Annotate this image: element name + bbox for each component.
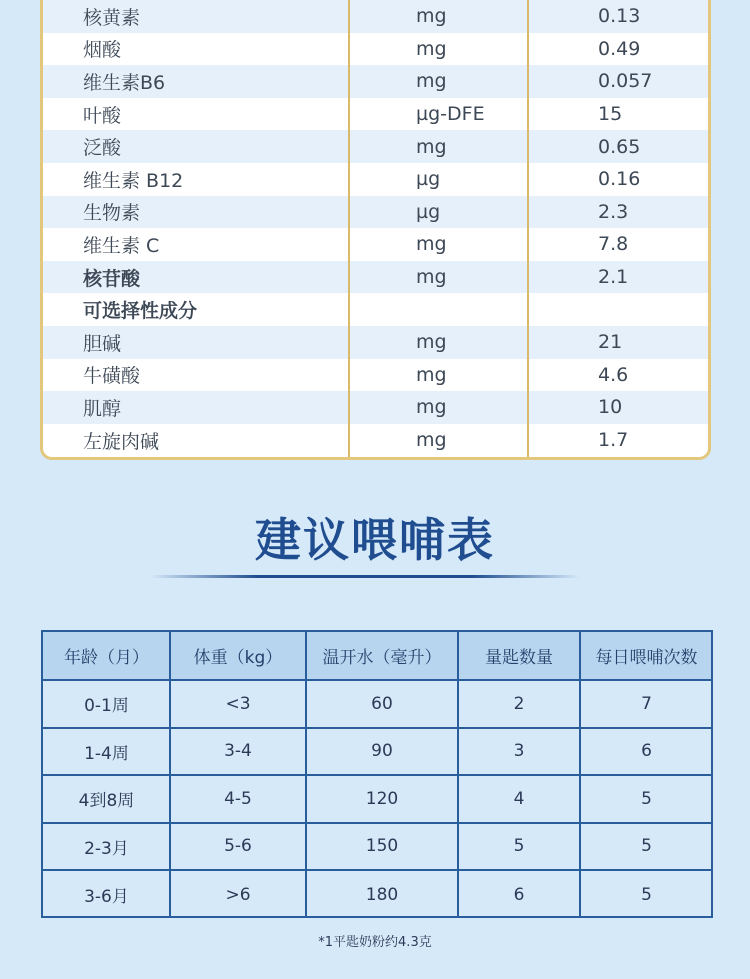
nutrient-name: 核黄素: [83, 6, 141, 29]
nutrient-value: 21: [598, 331, 623, 354]
column-divider: [348, 0, 350, 457]
nutrient-unit: mg: [416, 5, 447, 28]
cell-feeds-per-day: 6: [641, 741, 652, 762]
cell-scoops: 3: [513, 741, 525, 762]
table-row: [43, 729, 711, 777]
nutrient-name: 维生素 B12: [83, 169, 184, 192]
column-divider: [579, 632, 581, 916]
nutrient-name: 泛酸: [83, 137, 122, 160]
nutrient-name: 维生素B6: [83, 71, 166, 94]
feeding-table: [41, 630, 713, 918]
header-age: 年龄（月）: [64, 648, 149, 668]
column-divider: [169, 632, 171, 916]
nutrition-row: [43, 228, 708, 261]
cell-water: 180: [365, 884, 399, 905]
nutrient-value: 7.8: [598, 233, 629, 256]
nutrient-unit: mg: [416, 37, 447, 60]
table-row: [43, 776, 711, 824]
nutrient-name: 胆碱: [83, 332, 122, 355]
nutrient-name: 肌醇: [83, 397, 122, 420]
cell-feeds-per-day: 5: [641, 788, 652, 809]
header-water: 温开水（毫升）: [322, 648, 442, 668]
nutrient-value: 4.6: [598, 363, 629, 386]
nutrition-row: [43, 261, 708, 294]
nutrient-name: 可选择性成分: [83, 300, 198, 323]
column-divider: [305, 632, 307, 916]
nutrient-name: 维生素 C: [83, 234, 160, 257]
cell-age: 0-1周: [84, 696, 129, 717]
nutrient-value: 0.057: [598, 70, 653, 93]
header-feeds-per-day: 每日喂哺次数: [595, 648, 698, 668]
table-row: [43, 824, 711, 872]
nutrition-row: [43, 326, 708, 359]
nutrient-value: 2.1: [598, 266, 629, 289]
nutrient-name: 核苷酸: [83, 267, 141, 290]
nutrient-unit: mg: [416, 363, 447, 386]
nutrition-row: [43, 33, 708, 66]
nutrient-unit: mg: [416, 233, 447, 256]
footnote: *1平匙奶粉约4.3克: [318, 935, 432, 950]
column-divider: [527, 0, 529, 457]
nutrition-row: [43, 196, 708, 229]
nutrient-unit: µg: [416, 168, 441, 191]
nutrient-unit: µg-DFE: [416, 103, 485, 126]
nutrient-unit: µg: [416, 200, 441, 223]
nutrition-table: [40, 0, 711, 460]
nutrition-row: [43, 293, 708, 326]
cell-weight: 3-4: [224, 741, 252, 762]
nutrient-unit: mg: [416, 266, 447, 289]
cell-feeds-per-day: 5: [641, 836, 652, 857]
cell-age: 1-4周: [84, 743, 129, 764]
nutrient-name: 烟酸: [83, 39, 122, 62]
cell-weight: <3: [225, 693, 251, 714]
title-underline: [150, 575, 580, 578]
nutrient-name: 牛磺酸: [83, 365, 141, 388]
cell-scoops: 2: [513, 693, 525, 714]
feeding-guide-title: 建议喂哺表: [255, 513, 495, 567]
nutrient-name: 生物素: [83, 202, 141, 225]
cell-scoops: 5: [513, 836, 525, 857]
cell-weight: >6: [225, 884, 251, 905]
cell-age: 4到8周: [78, 791, 135, 812]
nutrition-row: [43, 0, 708, 33]
nutrition-row: [43, 98, 708, 131]
nutrient-value: 0.13: [598, 5, 641, 28]
nutrition-row: [43, 359, 708, 392]
cell-scoops: 4: [513, 788, 525, 809]
nutrient-name: 左旋肉碱: [83, 430, 160, 453]
nutrient-name: 叶酸: [83, 104, 122, 127]
cell-feeds-per-day: 7: [641, 693, 652, 714]
nutrition-row: [43, 391, 708, 424]
nutrition-row: [43, 65, 708, 98]
cell-age: 2-3月: [84, 838, 129, 859]
cell-age: 3-6月: [84, 887, 129, 908]
cell-water: 60: [371, 693, 393, 714]
nutrient-value: 1.7: [598, 429, 629, 452]
nutrition-row: [43, 130, 708, 163]
header-scoops: 量匙数量: [485, 648, 553, 668]
nutrient-value: 15: [598, 103, 623, 126]
nutrient-value: 0.16: [598, 168, 641, 191]
nutrition-row: [43, 424, 708, 457]
table-row: [43, 681, 711, 729]
cell-water: 90: [371, 741, 393, 762]
nutrient-value: 2.3: [598, 200, 629, 223]
header-weight: 体重（kg）: [193, 648, 283, 668]
nutrient-value: 0.65: [598, 135, 641, 158]
cell-weight: 4-5: [224, 788, 252, 809]
nutrient-unit: mg: [416, 70, 447, 93]
table-row: [43, 871, 711, 919]
nutrient-unit: mg: [416, 135, 447, 158]
nutrient-unit: mg: [416, 331, 447, 354]
cell-weight: 5-6: [224, 836, 252, 857]
nutrient-unit: mg: [416, 429, 447, 452]
cell-water: 120: [365, 788, 399, 809]
feeding-table-header: [43, 632, 711, 681]
nutrient-value: 0.49: [598, 37, 641, 60]
nutrition-row: [43, 163, 708, 196]
cell-water: 150: [365, 836, 399, 857]
column-divider: [457, 632, 459, 916]
nutrient-value: 10: [598, 396, 623, 419]
cell-scoops: 6: [513, 884, 525, 905]
cell-feeds-per-day: 5: [641, 884, 652, 905]
nutrient-unit: mg: [416, 396, 447, 419]
